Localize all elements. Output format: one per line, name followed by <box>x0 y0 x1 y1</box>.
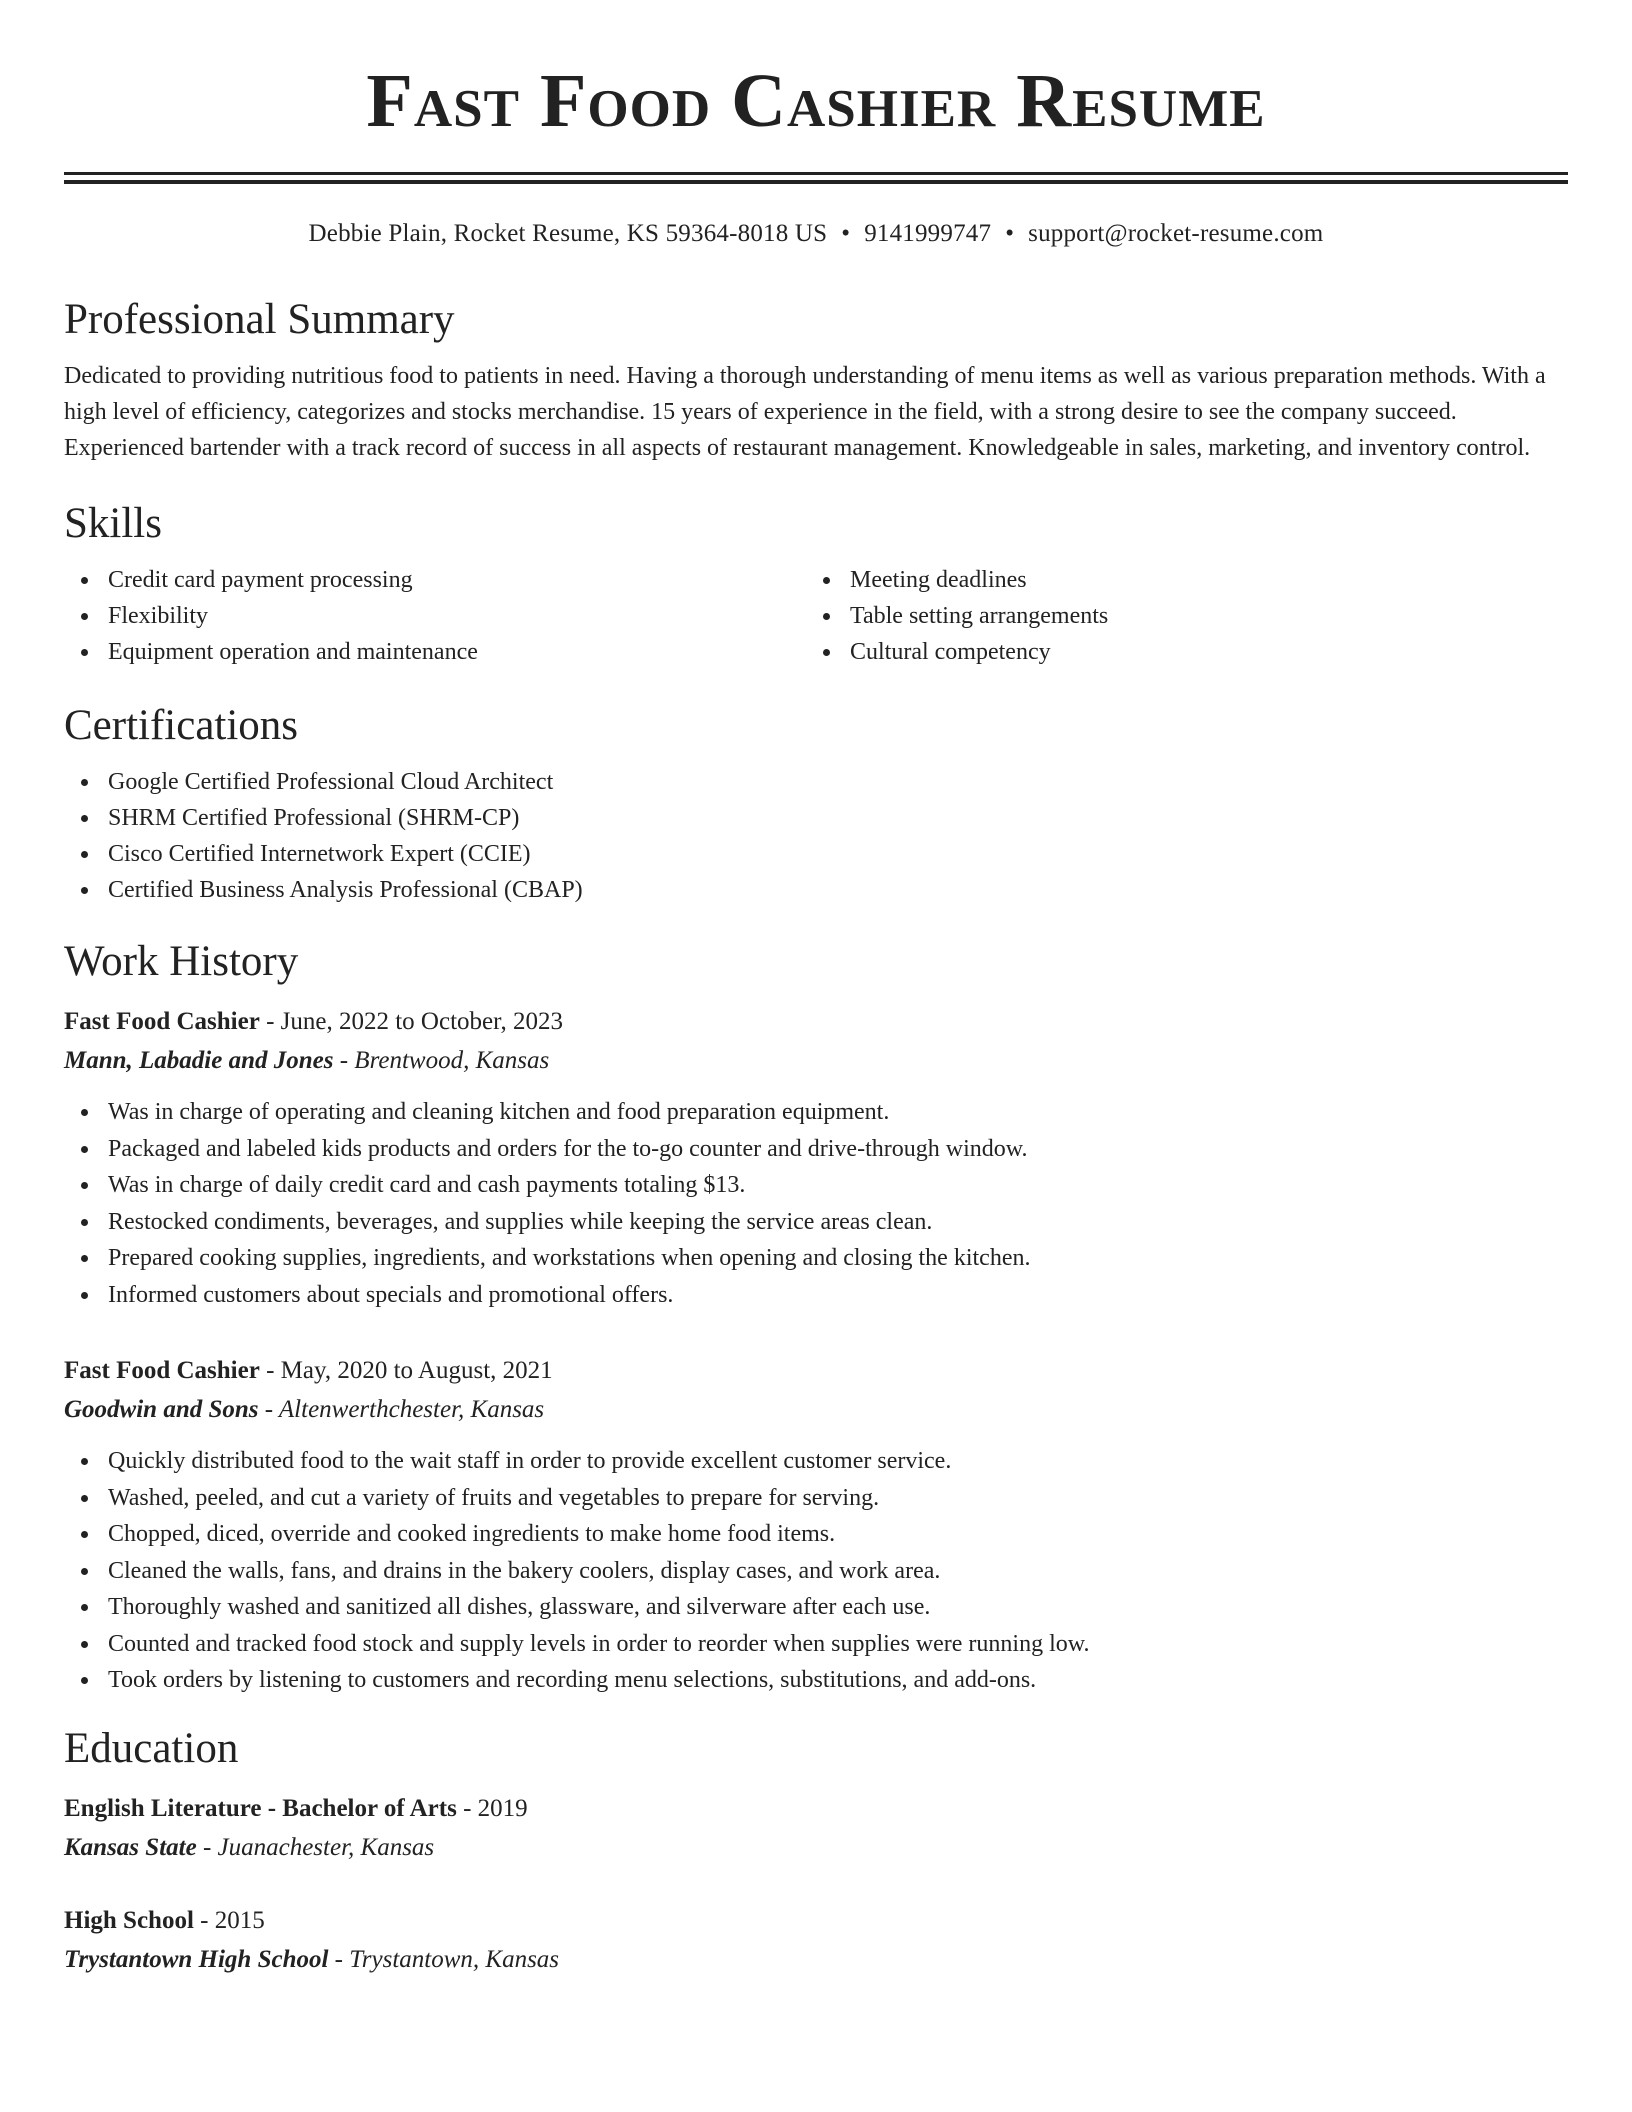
education-school: Trystantown High School <box>64 1945 329 1973</box>
job-company-line <box>64 1041 1568 1080</box>
section-heading-work-history: Work History <box>64 938 299 985</box>
skill-item: Table setting arrangements <box>806 598 1548 634</box>
education-location: - Trystantown, Kansas <box>328 1945 560 1973</box>
section-heading-skills: Skills <box>64 500 162 547</box>
job-duty: Quickly distributed food to the wait staff in order to provide excellent customer service. <box>64 1443 1568 1480</box>
education-year: - 2015 <box>193 1906 265 1934</box>
job-company-line <box>64 1390 1568 1429</box>
skills-section <box>64 498 1568 670</box>
job-company: Mann, Labadie and Jones <box>64 1047 334 1074</box>
job-title: Fast Food Cashier <box>64 1008 260 1035</box>
skill-item: Flexibility <box>64 598 806 634</box>
contact-line <box>64 218 1568 250</box>
section-heading-certifications: Certifications <box>64 702 299 749</box>
job-duty: Packaged and labeled kids products and orders for the to-go counter and drive-through window. <box>64 1131 1568 1168</box>
job-title-line <box>64 1002 1568 1041</box>
job-duties-list <box>64 1443 1568 1699</box>
education-school-line <box>64 1940 1568 1979</box>
summary-text: Dedicated to providing nutritious food to patients in need. Having a thorough understanding of menu items as well as various preparation methods. With a high level of efficiency, categorizes and stocks merchandise. 15 years of experience in the field, with a strong desire to see the company succeed. Experienced bartender with a track record of success in all aspects of restaurant management. Knowledgeable in sales, marketing, and inventory control. <box>64 363 1546 461</box>
job-dates: - May, 2020 to August, 2021 <box>259 1357 553 1384</box>
certifications-list <box>64 764 1568 908</box>
job-entry <box>64 1002 1568 1313</box>
skill-item: Meeting deadlines <box>806 562 1548 598</box>
job-entry <box>64 1351 1568 1699</box>
work-history-section <box>64 936 1568 1699</box>
title-divider-bottom <box>64 180 1568 184</box>
education-section <box>64 1723 1568 1979</box>
job-title: Fast Food Cashier <box>64 1357 260 1384</box>
certification-item: Certified Business Analysis Professional (CBAP) <box>64 872 1568 908</box>
contact-email: support@rocket-resume.com <box>1028 220 1324 247</box>
contact-address: Debbie Plain, Rocket Resume, KS 59364-8018 US <box>308 220 828 247</box>
job-title-line <box>64 1351 1568 1390</box>
education-entry <box>64 1901 1568 1979</box>
job-duties-list <box>64 1094 1568 1313</box>
education-year: - 2019 <box>456 1794 528 1822</box>
education-degree-line <box>64 1789 1568 1828</box>
contact-phone: 9141999747 <box>864 220 992 247</box>
contact-separator: • <box>1005 220 1015 247</box>
title-divider-top <box>64 172 1568 175</box>
job-duty: Was in charge of operating and cleaning kitchen and food preparation equipment. <box>64 1094 1568 1131</box>
skill-item: Equipment operation and maintenance <box>64 634 806 670</box>
job-duty: Was in charge of daily credit card and cash payments totaling $13. <box>64 1167 1568 1204</box>
education-school: Kansas State <box>64 1833 197 1861</box>
certifications-section <box>64 700 1568 908</box>
certification-item: Google Certified Professional Cloud Architect <box>64 764 1568 800</box>
skills-column-left <box>64 562 806 670</box>
section-heading-education: Education <box>64 1724 239 1772</box>
job-duty: Thoroughly washed and sanitized all dishes, glassware, and silverware after each use. <box>64 1589 1568 1626</box>
job-location: - Brentwood, Kansas <box>333 1047 550 1074</box>
skills-column-right <box>806 562 1548 670</box>
job-duty: Cleaned the walls, fans, and drains in the bakery coolers, display cases, and work area. <box>64 1553 1568 1590</box>
education-location: - Juanachester, Kansas <box>196 1833 435 1861</box>
resume-title: Fast Food Cashier Resume <box>366 59 1266 143</box>
job-company: Goodwin and Sons <box>64 1396 259 1423</box>
contact-separator: • <box>841 220 851 247</box>
job-dates: - June, 2022 to October, 2023 <box>259 1008 563 1035</box>
job-duty: Took orders by listening to customers and recording menu selections, substitutions, and add-ons. <box>64 1662 1568 1699</box>
education-degree-line <box>64 1901 1568 1940</box>
education-degree: High School <box>64 1906 194 1934</box>
professional-summary-section <box>64 294 1568 466</box>
job-duty: Prepared cooking supplies, ingredients, and workstations when opening and closing the kitchen. <box>64 1240 1568 1277</box>
job-duty: Washed, peeled, and cut a variety of fruits and vegetables to prepare for serving. <box>64 1480 1568 1517</box>
skill-item: Cultural competency <box>806 634 1548 670</box>
skill-item: Credit card payment processing <box>64 562 806 598</box>
skills-grid <box>64 562 1568 670</box>
job-location: - Altenwerthchester, Kansas <box>258 1396 545 1423</box>
section-heading-summary: Professional Summary <box>64 296 455 343</box>
job-duty: Restocked condiments, beverages, and supplies while keeping the service areas clean. <box>64 1204 1568 1241</box>
education-school-line <box>64 1828 1568 1867</box>
education-entry <box>64 1789 1568 1867</box>
education-degree: English Literature - Bachelor of Arts <box>64 1794 457 1822</box>
certification-item: SHRM Certified Professional (SHRM-CP) <box>64 800 1568 836</box>
job-duty: Counted and tracked food stock and supply levels in order to reorder when supplies were running low. <box>64 1626 1568 1663</box>
certification-item: Cisco Certified Internetwork Expert (CCIE) <box>64 836 1568 872</box>
job-duty: Chopped, diced, override and cooked ingredients to make home food items. <box>64 1516 1568 1553</box>
job-duty: Informed customers about specials and promotional offers. <box>64 1277 1568 1314</box>
